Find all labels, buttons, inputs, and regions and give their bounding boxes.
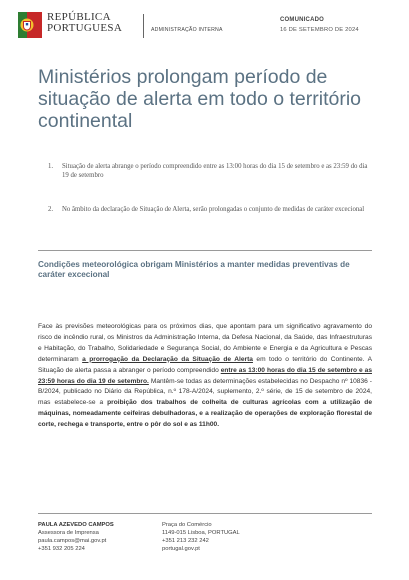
- body-emphasis-1: a prorrogação da Declaração da Situação de Alerta: [82, 355, 253, 363]
- address-line-1: Praça do Comércio: [162, 522, 212, 528]
- contact-phone: +351 932 205 224: [38, 546, 85, 552]
- footer-divider: [38, 513, 372, 514]
- body-text-3: Mantêm-se todas as determinações estabelecidas no Despacho nº 10836 -B/2024, publicado no Diário da República, n.º 178-A/2024, suplemento, 2.º série, de 15 de setembro de 2024, mas estabelece-se a: [38, 377, 372, 407]
- body-emphasis-3: proibição dos trabalhos de colheita de culturas agrícolas com a utilização de máquinas, nomeadamente ceifeiras debulhadoras, e a realização de operações de exploração florestal de corte, rechega e transporte, entre o pôr do sol e as 11h00.: [38, 399, 372, 429]
- body-text-1: Face às previsões meteorológicas para os próximos dias, que apontam para um significativo agravamento do risco de incêndio rural, os Ministros da Administração Interna, da Defesa Nacional, da Saúde, das Infraestruturas e Habitação, do Trabalho, Solidariedade e Segurança Social, do Ambiente e Energia e da Agricultura e Pescas determinaram: [38, 323, 372, 363]
- republic-emblem-icon: [18, 12, 42, 38]
- logo-line-2: PORTUGUESA: [47, 22, 123, 34]
- list-item: [40, 205, 370, 214]
- section-divider: [38, 250, 372, 251]
- logo-line-1: REPÚBLICA: [47, 11, 111, 23]
- list-item-text: Situação de alerta abrange o período compreendido entre as 13:00 horas do dia 15 de setembro e as 23:59 do dia 19 de setembro: [62, 163, 368, 179]
- body-emphasis-2: entre as 13:00 horas do dia 15 de setembro e as 23:59 horas do dia 19 de setembro.: [38, 366, 372, 385]
- office-address: [162, 521, 240, 553]
- press-contact: [38, 521, 114, 553]
- list-item-number: 2.: [48, 206, 54, 213]
- list-item: [40, 162, 370, 180]
- contact-role: Assessora de Imprensa: [38, 530, 99, 536]
- page-title: Ministérios prolongam período de situação de alerta em todo o território continental: [38, 66, 362, 132]
- document-date: 16 DE SETEMBRO DE 2024: [280, 27, 359, 33]
- ministry-name: ADMINISTRAÇÃO INTERNA: [151, 27, 223, 33]
- address-website[interactable]: portugal.gov.pt: [162, 546, 200, 552]
- section-subtitle: Condições meteorológica obrigam Ministérios a manter medidas preventivas de caráter excecional: [38, 260, 350, 279]
- body-paragraph: [38, 322, 372, 431]
- contact-email[interactable]: paula.campos@mai.gov.pt: [38, 538, 107, 544]
- list-item-number: 1.: [48, 163, 54, 170]
- address-phone: +351 213 232 242: [162, 538, 209, 544]
- document-type: COMUNICADO: [280, 17, 324, 23]
- address-line-2: 1149-015 Lisboa, PORTUGAL: [162, 530, 240, 536]
- list-item-text: No âmbito da declaração de Situação de Alerta, serão prolongadas o conjunto de medidas de caráter excecional: [62, 206, 365, 213]
- contact-name: PAULA AZEVEDO CAMPOS: [38, 522, 114, 528]
- header-divider: [143, 14, 144, 38]
- logo-wordmark: [47, 12, 122, 34]
- highlights-list: [40, 162, 370, 239]
- body-text-2: em todo o território do Continente. A Situação de alerta passa a abranger o período compreendido: [38, 355, 373, 374]
